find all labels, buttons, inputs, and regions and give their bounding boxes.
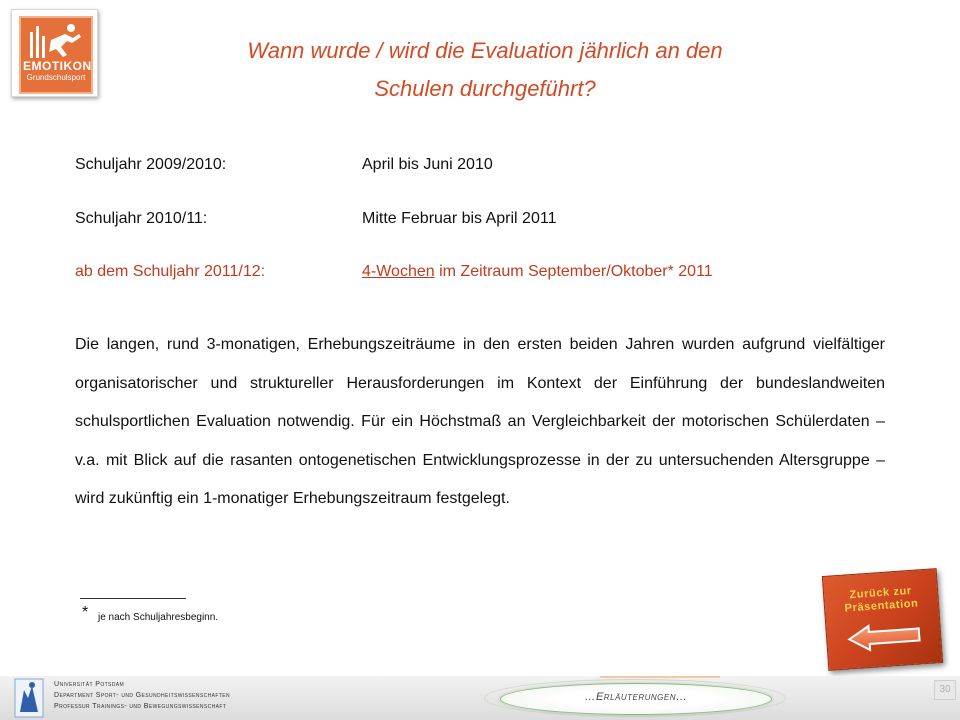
schedule-value-text: im Zeitraum September/Oktober* 2011 bbox=[434, 263, 713, 280]
explanation-paragraph: Die langen, rund 3-monatigen, Erhebungszeiträume in den ersten beiden Jahren wurden aufgrund vielfältiger organisatorischer und struktureller Herausforderungen im Kontext der Einführung der bundeslandweiten schulsportlichen Evaluation notwendig. Für ein Höchstmaß an Vergleichbarkeit der motorischen Schülerdaten – v.a. mit Blick auf die rasanten ontogenetischen Entwicklungsprozesse in der zu untersuchenden Altersgruppe – wird zukünftig ein 1-monatiger Erhebungszeitraum festgelegt. bbox=[75, 336, 885, 507]
back-button-line-1: Zurück zur bbox=[849, 584, 913, 602]
schedule-value bbox=[362, 263, 713, 281]
university-name: Universität Potsdam bbox=[54, 681, 125, 688]
title-line-1: Wann wurde / wird die Evaluation jährlich an den bbox=[247, 38, 723, 63]
back-button-label bbox=[828, 583, 935, 616]
schedule-value bbox=[362, 156, 493, 174]
four-weeks-link[interactable]: 4-Wochen bbox=[362, 263, 435, 280]
department-name: Department Sport- und Gesundheitswissenschaften bbox=[54, 692, 231, 699]
university-logo-icon bbox=[14, 678, 44, 718]
runner-icon bbox=[27, 22, 85, 60]
footnote-text: je nach Schuljahresbeginn. bbox=[98, 612, 219, 623]
schedule-label: Schuljahr 2009/2010: bbox=[75, 156, 227, 173]
schedule-label: Schuljahr 2010/11: bbox=[75, 210, 208, 227]
footer-accent-line bbox=[600, 676, 720, 678]
schedule-value bbox=[362, 210, 556, 228]
arrow-left-icon bbox=[846, 620, 922, 653]
title-line-2: Schulen durchgeführt? bbox=[374, 76, 596, 101]
logo-emblem bbox=[19, 16, 93, 94]
logo-subtitle: Grundschulsport bbox=[26, 73, 86, 82]
logo-brand-text: EMOTIKON bbox=[23, 59, 92, 73]
emotikon-logo bbox=[11, 9, 98, 97]
page-number: 30 bbox=[934, 680, 956, 700]
back-button-line-2: Präsentation bbox=[844, 597, 919, 615]
university-affiliation bbox=[54, 679, 230, 712]
schedule-label: ab dem Schuljahr 2011/12: bbox=[75, 263, 266, 280]
schedule-value-text: April bis Juni 2010 bbox=[362, 156, 493, 173]
professorship-name: Professur Trainings- und Bewegungswissenschaft bbox=[54, 703, 227, 710]
footer-center-label: …Erläuterungen… bbox=[584, 691, 688, 703]
footnote-divider bbox=[80, 598, 186, 599]
footnote-mark: * bbox=[82, 604, 89, 621]
page-title bbox=[150, 32, 820, 108]
back-to-presentation-button[interactable] bbox=[822, 568, 943, 671]
footer-bar bbox=[0, 676, 960, 720]
schedule-value-text: Mitte Februar bis April 2011 bbox=[362, 210, 557, 227]
